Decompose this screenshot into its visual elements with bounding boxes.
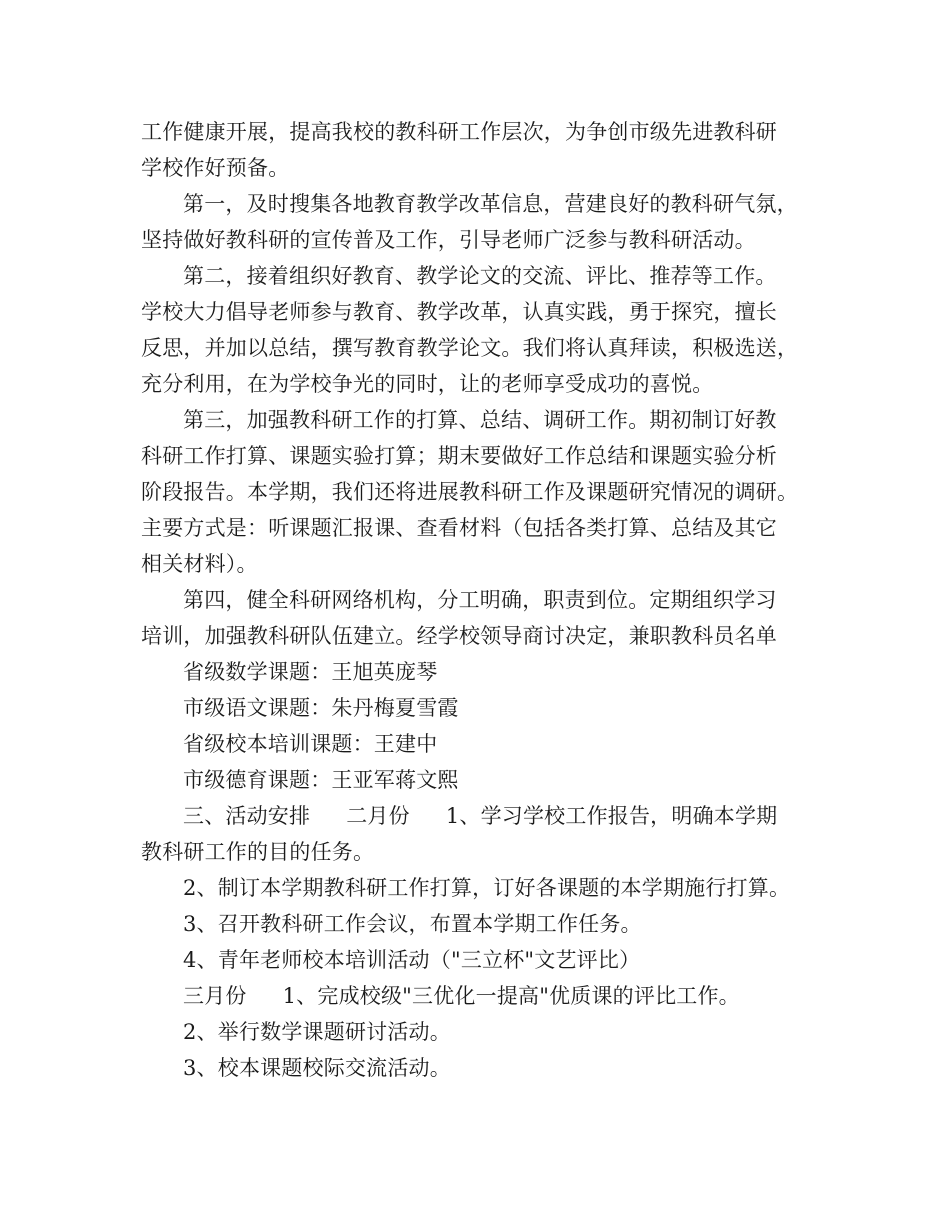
project-line: 省级数学课题：王旭英庞琴 bbox=[183, 660, 438, 684]
paragraph-line: 科研工作打算、课题实验打算；期末要做好工作总结和课题实验分析 bbox=[141, 444, 777, 468]
schedule-item: 3、召开教科研工作会议，布置本学期工作任务。 bbox=[183, 912, 642, 936]
schedule-month-february: 二月份 bbox=[346, 804, 410, 828]
paragraph-line: 第一，及时搜集各地教育教学改革信息，营建良好的教科研气氛， bbox=[183, 192, 798, 216]
paragraph-line: 学校作好预备。 bbox=[141, 156, 290, 180]
paragraph-line: 第二，接着组织好教育、教学论文的交流、评比、推荐等工作。 bbox=[183, 264, 777, 288]
paragraph-line: 坚持做好教科研的宣传普及工作，引导老师广泛参与教科研活动。 bbox=[141, 228, 756, 252]
paragraph-line: 第四，健全科研网络机构，分工明确，职责到位。定期组织学习 bbox=[183, 588, 777, 612]
paragraph-line: 第三，加强教科研工作的打算、总结、调研工作。期初制订好教 bbox=[183, 408, 777, 432]
schedule-month-line bbox=[141, 978, 841, 1014]
schedule-item: 1、学习学校工作报告，明确本学期 bbox=[445, 804, 778, 828]
paragraph-line: 工作健康开展，提高我校的教科研工作层次，为争创市级先进教科研 bbox=[141, 120, 777, 144]
paragraph-line: 相关材料）。 bbox=[141, 552, 258, 576]
paragraph-line: 培训，加强教科研队伍建立。经学校领导商讨决定，兼职教科员名单 bbox=[141, 624, 777, 648]
project-line: 省级校本培训课题：王建中 bbox=[183, 732, 438, 756]
paragraph-line: 主要方式是：听课题汇报课、查看材料（包括各类打算、总结及其它 bbox=[141, 516, 777, 540]
paragraph-line: 充分利用，在为学校争光的同时，让的老师享受成功的喜悦。 bbox=[141, 372, 714, 396]
document-page bbox=[141, 114, 841, 1086]
schedule-item: 4、青年老师校本培训活动（"三立杯"文艺评比） bbox=[183, 948, 641, 972]
paragraph-line: 学校大力倡导老师参与教育、教学改革，认真实践，勇于探究，擅长 bbox=[141, 300, 777, 324]
schedule-item: 3、校本课题校际交流活动。 bbox=[183, 1056, 451, 1080]
schedule-heading-line bbox=[141, 798, 841, 834]
schedule-item-continued: 教科研工作的目的任务。 bbox=[141, 840, 375, 864]
project-line: 市级语文课题：朱丹梅夏雪霞 bbox=[183, 696, 459, 720]
project-line: 市级德育课题：王亚军蒋文熙 bbox=[183, 768, 459, 792]
paragraph-line: 阶段报告。本学期，我们还将进展教科研工作及课题研究情况的调研。 bbox=[141, 480, 799, 504]
schedule-heading: 三、活动安排 bbox=[183, 804, 311, 828]
schedule-item: 2、举行数学课题研讨活动。 bbox=[183, 1020, 451, 1044]
paragraph-line: 反思，并加以总结，撰写教育教学论文。我们将认真拜读，积极选送， bbox=[141, 336, 799, 360]
schedule-item: 2、制订本学期教科研工作打算，订好各课题的本学期施行打算。 bbox=[183, 876, 791, 900]
schedule-month-march: 三月份 bbox=[183, 984, 247, 1008]
schedule-item: 1、完成校级"三优化一提高"优质课的评比工作。 bbox=[282, 984, 740, 1008]
